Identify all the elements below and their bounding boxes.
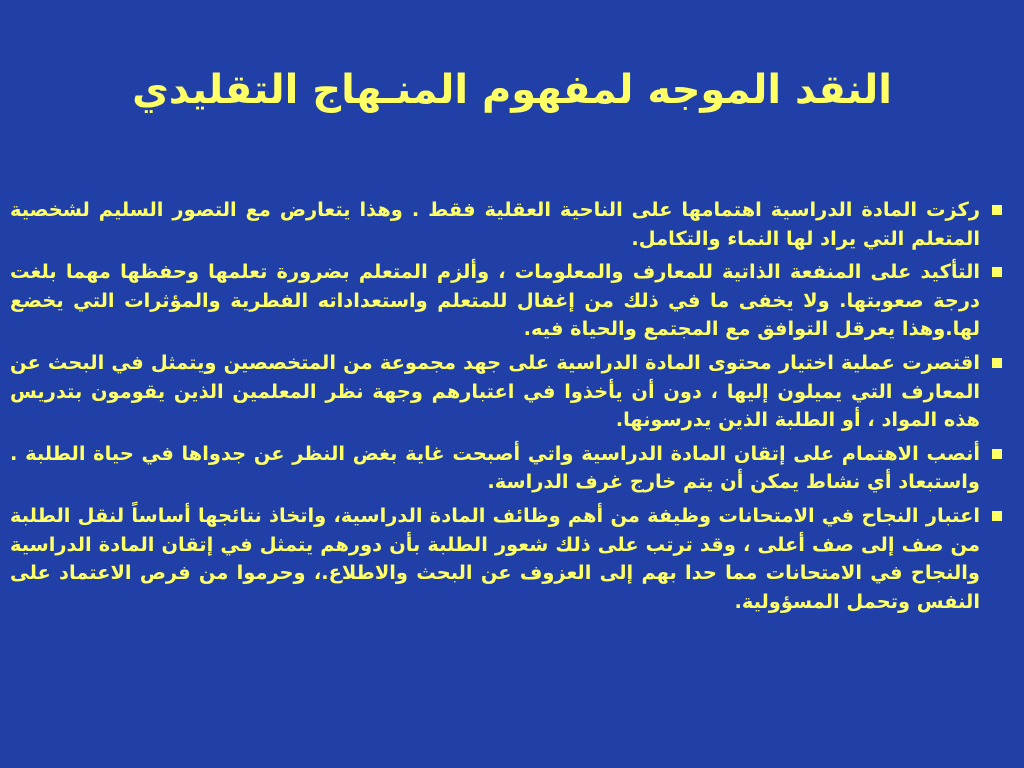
bullet-text: اعتبار النجاح في الامتحانات وظيفة من أهم وظائف المادة الدراسية، واتخاذ نتائجها أساساً لنقل الطلبة من صف إلى صف أعلى ، وقد ترتب على ذلك شعور الطلبة بأن دورهم يتمثل في إتقان المادة الدراسية والنجاح في الامتحانات مما حدا بهم إلى العزوف عن البحث والاطلاع.، وحرموا من فرص الاعتماد على النفس وتحمل المسؤولية. xyxy=(10,503,980,613)
square-bullet-icon xyxy=(992,205,1002,215)
bullet-text: أنصب الاهتمام على إتقان المادة الدراسية واتي أصبحت غاية بغض النظر عن جدواها في حياة الطلبة . واستبعاد أي نشاط يمكن أن يتم خارج غرف الدراسة. xyxy=(10,441,980,494)
bullet-item xyxy=(10,349,1006,435)
bullet-item xyxy=(10,196,1006,253)
bullet-text: ركزت المادة الدراسية اهتمامها على الناحية العقلية فقط . وهذا يتعارض مع التصور السليم لشخصية المتعلم التي يراد لها النماء والتكامل. xyxy=(10,198,980,250)
bullet-item xyxy=(10,440,1006,497)
bullet-item xyxy=(10,502,1006,616)
bullet-text: اقتصرت عملية اختيار محتوى المادة الدراسية على جهد مجموعة من المتخصصين ويتمثل في البحث عن المعارف التي يميلون إليها ، دون أن يأخذوا في اعتبارهم وجهة نظر المعلمين الذين يقومون بتدريس هذه المواد ، أو الطلبة الذين يدرسونها. xyxy=(10,350,980,432)
square-bullet-icon xyxy=(992,358,1002,368)
slide-title: النقد الموجه لمفهوم المنـهاج التقليدي xyxy=(132,67,892,113)
square-bullet-icon xyxy=(992,511,1002,521)
square-bullet-icon xyxy=(992,449,1002,459)
bullet-item xyxy=(10,258,1006,344)
bullet-list xyxy=(10,196,1006,621)
square-bullet-icon xyxy=(992,267,1002,277)
bullet-text: التأكيد على المنفعة الذاتية للمعارف والمعلومات ، وألزم المتعلم بضرورة تعلمها وحفظها مهما بلغت درجة صعوبتها. ولا يخفى ما في ذلك من إغفال للمتعلم واستعداداته الفطرية والمؤثرات التي يخضع لها.وهذا يعرقل التوافق مع المجتمع والحياة فيه. xyxy=(10,260,980,341)
